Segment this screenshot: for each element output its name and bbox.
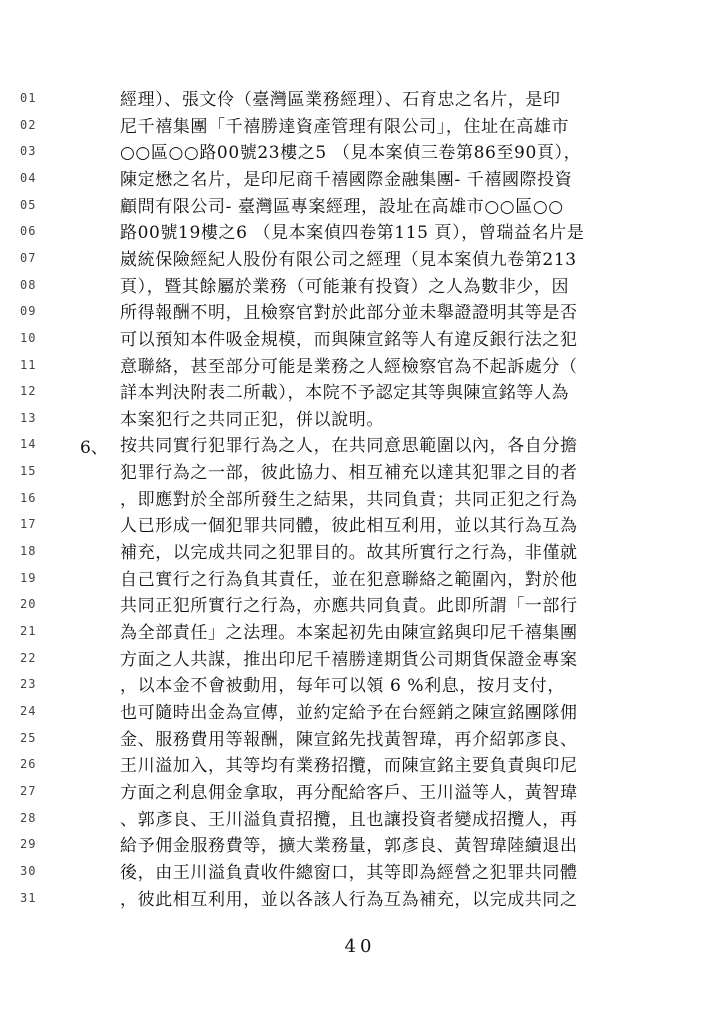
line-text: ，即應對於全部所發生之結果，共同負責；共同正犯之行為: [120, 489, 578, 510]
line-text: 顧問有限公司- 臺灣區專案經理，設址在高雄市○○區○○: [120, 196, 564, 217]
text-line: [0, 513, 720, 539]
line-text: ，彼此相互利用，並以各該人行為互為補充，以完成共同之: [120, 889, 578, 910]
line-number: 17: [20, 517, 37, 532]
text-line: [0, 114, 720, 140]
line-text: 頁），暨其餘屬於業務（可能兼有投資）之人為數非少，因: [120, 276, 570, 297]
text-line: [0, 647, 720, 673]
line-number: 18: [20, 544, 37, 559]
text-line: [0, 887, 720, 913]
line-number: 07: [20, 250, 37, 265]
line-text: ，以本金不會被動用，每年可以領 6 %利息，按月支付，: [120, 676, 565, 697]
line-number: 15: [20, 464, 37, 479]
text-line: [0, 860, 720, 886]
line-text: 路00號19樓之6 （見本案偵四卷第115 頁），曾瑞益名片是: [120, 223, 585, 244]
text-line: [0, 593, 720, 619]
text-line: [0, 247, 720, 273]
text-line: [0, 380, 720, 406]
line-number: 14: [20, 437, 37, 452]
text-line: [0, 87, 720, 113]
line-text: 陳定懋之名片，是印尼商千禧國際金融集團- 千禧國際投資: [120, 169, 573, 190]
line-number: 30: [20, 863, 37, 878]
line-number: 13: [20, 410, 37, 425]
line-text: 犯罪行為之一部，彼此協力、相互補充以達其犯罪之目的者: [120, 463, 578, 484]
line-text: ○○區○○路00號23樓之5 （見本案偵三卷第86至90頁），: [120, 143, 582, 164]
line-number: 21: [20, 624, 37, 638]
text-line: [0, 274, 720, 300]
text-line: [0, 780, 720, 806]
text-line: [0, 167, 720, 193]
text-line: [0, 620, 720, 646]
line-text: 金、服務費用等報酬，陳宣銘先找黃智瑋，再介紹郭彥良、: [120, 729, 578, 750]
line-number: 19: [20, 570, 37, 585]
line-number: 28: [20, 810, 37, 825]
line-number: 08: [20, 277, 37, 292]
line-text: 可以預知本件吸金規模，而與陳宣銘等人有違反銀行法之犯: [120, 329, 578, 350]
line-text: 崴統保險經紀人股份有限公司之經理（見本案偵九卷第213: [120, 249, 577, 270]
line-number: 29: [20, 837, 37, 852]
line-text: 王川溢加入，其等均有業務招攬，而陳宣銘主要負責與印尼: [120, 756, 578, 777]
line-text: 尼千禧集團「千禧勝達資產管理有限公司」，住址在高雄市: [120, 116, 570, 137]
line-number: 06: [20, 224, 37, 239]
text-line: [0, 407, 720, 433]
text-line: [0, 220, 720, 246]
line-text: 後，由王川溢負責收件總窗口，其等即為經營之犯罪共同體: [120, 862, 578, 883]
line-text: 本案犯行之共同正犯，併以說明。: [120, 409, 384, 430]
line-text: 、郭彥良、王川溢負責招攬，且也讓投資者變成招攬人，再: [120, 809, 578, 830]
list-marker: 6、: [80, 438, 108, 459]
line-text: 共同正犯所實行之行為，亦應共同負責。此即所謂「一部行: [120, 596, 578, 617]
text-line: [0, 540, 720, 566]
line-text: 詳本判決附表二所載），本院不予認定其等與陳宣銘等人為: [120, 383, 570, 404]
page-number: 40: [344, 936, 376, 957]
line-number: 12: [20, 384, 37, 399]
line-number: 31: [20, 890, 37, 905]
text-line: [0, 300, 720, 326]
line-number: 20: [20, 597, 37, 612]
line-number: 22: [20, 650, 37, 665]
line-text: 為全部責任」之法理。本案起初先由陳宣銘與印尼千禧集團: [120, 623, 578, 643]
line-number: 26: [20, 757, 37, 772]
text-line: [0, 807, 720, 833]
text-line: [0, 727, 720, 753]
line-number: 05: [20, 197, 37, 212]
text-line: [0, 487, 720, 513]
line-number: 11: [20, 357, 37, 372]
line-number: 23: [20, 677, 37, 692]
line-text: 意聯絡，甚至部分可能是業務之人經檢察官為不起訴處分（: [120, 356, 578, 377]
line-text: 所得報酬不明，且檢察官對於此部分並未舉證證明其等是否: [120, 303, 578, 324]
text-line: [0, 673, 720, 699]
text-line: [0, 354, 720, 380]
line-text: 人已形成一個犯罪共同體，彼此相互利用，並以其行為互為: [120, 516, 578, 537]
line-number: 09: [20, 304, 37, 319]
line-number: 25: [20, 730, 37, 745]
line-text: 方面之利息佣金拿取，再分配給客戶、王川溢等人，黃智瑋: [120, 782, 578, 803]
line-number: 01: [20, 91, 37, 105]
line-text: 補充，以完成共同之犯罪目的。故其所實行之行為，非僅就: [120, 543, 578, 564]
line-number: 24: [20, 703, 37, 718]
text-line: [0, 567, 720, 593]
line-number: 03: [20, 144, 37, 159]
line-text: 方面之人共謀，推出印尼千禧勝達期貨公司期貨保證金專案: [120, 649, 578, 670]
line-text: 自己實行之行為負其責任，並在犯意聯絡之範圍內，對於他: [120, 569, 578, 590]
line-text: 經理）、張文伶（臺灣區業務經理）、石育忠之名片，是印: [120, 90, 561, 110]
text-line: [0, 753, 720, 779]
line-text: 按共同實行犯罪行為之人，在共同意思範圍以內，各自分擔: [120, 436, 578, 457]
text-line: [0, 833, 720, 859]
line-text: 也可隨時出金為宣傳，並約定給予在台經銷之陳宣銘團隊佣: [120, 702, 578, 723]
text-line: [0, 700, 720, 726]
line-number: 10: [20, 330, 37, 345]
line-number: 16: [20, 490, 37, 505]
text-line: [0, 140, 720, 166]
text-line: [0, 433, 720, 459]
line-number: 04: [20, 170, 37, 185]
line-text: 給予佣金服務費等，擴大業務量，郭彥良、黃智瑋陸續退出: [120, 836, 578, 857]
text-line: [0, 460, 720, 486]
text-line: [0, 194, 720, 220]
line-number: 27: [20, 783, 37, 798]
line-number: 02: [20, 117, 37, 132]
text-line: [0, 327, 720, 353]
